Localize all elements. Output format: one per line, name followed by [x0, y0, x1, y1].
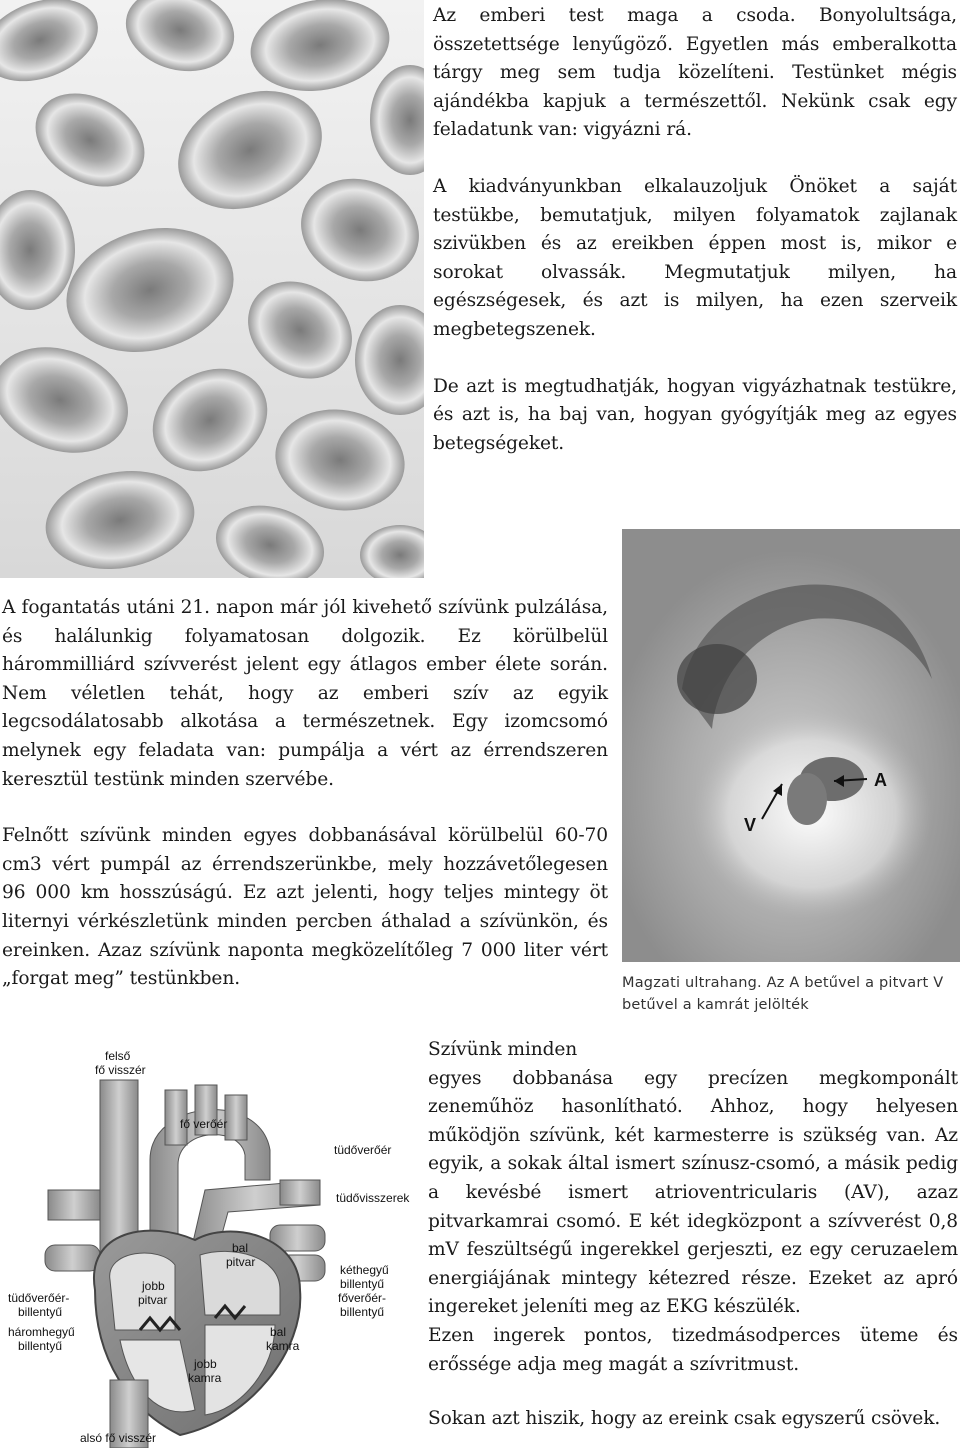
label-left-ventricle-2: kamra	[266, 1339, 300, 1353]
label-right-atrium-1: jobb	[142, 1279, 165, 1293]
lower-paragraph-1: egyes dobbanása egy precízen megkomponált zeneműhöz hasonlítható. Ahhoz, hogy helyesen működjön szívünk, két karmesterre is szükség van. Az egyik, a sokak által ismert színusz-csomó, a másik pedig a kevésbé ismert atrioventricularis (AV), azaz pitvarkamrai csomó. E két idegközpont a szívverést 0,8 mV feszültségű ingerekkel gerjeszti, ez egy ceruzaelem energiájának mintegy kétezred része. Ezeket az apró ingereket jeleníti meg az EKG készülék.	[428, 1067, 958, 1318]
middle-paragraph-1: A fogantatás utáni 21. napon már jól kivehető szívünk pulzálása, és halálunkig folyamatosan dolgozik. Ez körülbelül hárommilliárd szívverést jelent egy átlagos ember élete során. Nem véletlen tehát, hogy az emberi szív az egyik legcsodálatosabb alkotása a természetnek. Egy izomcsomó melynek egy feladata van: pumpálja a vért az érrendszeren keresztül testünk minden szervébe.	[2, 597, 608, 790]
label-pulmonary-artery: tüdőverőér	[334, 1143, 392, 1157]
label-tricuspid-1: háromhegyű	[8, 1325, 75, 1339]
label-aortic-valve-2: billentyű	[340, 1305, 385, 1319]
label-right-ventricle-2: kamra	[188, 1371, 222, 1385]
lower-paragraph-2: Ezen ingerek pontos, tizedmásodperces üteme és erőssége adja meg magát a szívritmust.	[428, 1324, 958, 1375]
heart-diagram	[0, 1040, 418, 1448]
intro-paragraph-1: Az emberi test maga a csoda. Bonyolultsága, összetettsége lenyűgöző. Egyetlen más emberalkotta tárgy meg sem tudja közelíteni. Testünket mégis ajándékba kapjuk a természettől. Nekünk csak egy feladatunk van: vigyázni rá.	[433, 5, 957, 141]
label-lower-vena-cava: alsó fő visszér	[80, 1431, 157, 1445]
label-mitral-1: kéthegyű	[340, 1263, 389, 1277]
label-tricuspid-2: billentyű	[18, 1339, 63, 1353]
lower-paragraph-3: Sokan azt hiszik, hogy az ereink csak egyszerű csövek.	[428, 1408, 941, 1430]
label-pulmonary-veins: tüdővisszerek	[336, 1191, 410, 1205]
middle-column	[2, 594, 608, 994]
middle-paragraph-2: Felnőtt szívünk minden egyes dobbanásával körülbelül 60-70 cm3 vért pumpál az érrendszerünkbe, mely hozzávetőlegesen 96 000 km hosszúságú. Ez azt jelenti, hogy teljes mintegy öt liternyi vérkészletünk minden percben áthalad a szívünkön, és ereinken. Azaz szívünk naponta megközelítőleg 7 000 liter vért „forgat meg” testünkben.	[2, 825, 608, 990]
ultrasound-caption-line-2: betűvel a kamrát jelölték	[622, 997, 809, 1013]
ultrasound-caption-line-1: Magzati ultrahang. Az A betűvel a pitvart V	[622, 975, 944, 991]
label-pulm-valve-2: billentyű	[18, 1305, 63, 1319]
label-left-ventricle-1: bal	[270, 1325, 287, 1339]
ultrasound-image	[622, 529, 960, 962]
label-pulm-valve-1: tüdőverőér-	[8, 1291, 70, 1305]
label-aorta: fő verőér	[180, 1117, 228, 1131]
ultrasound-label-a: A	[874, 770, 887, 790]
label-left-atrium-1: bal	[232, 1241, 249, 1255]
label-upper-vena-cava-1: felső	[105, 1049, 131, 1063]
label-upper-vena-cava-2: fő visszér	[95, 1063, 146, 1077]
ultrasound-label-v: V	[744, 815, 757, 835]
label-right-atrium-2: pitvar	[138, 1293, 168, 1307]
lower-column	[428, 1036, 958, 1434]
lower-paragraph-first-line: Szívünk minden	[428, 1039, 578, 1060]
intro-paragraph-3: De azt is megtudhatják, hogyan vigyázhatnak testükre, és azt is, ha baj van, hogyan gyógyítják meg az egyes betegségeket.	[433, 375, 957, 454]
label-aortic-valve-1: főverőér-	[338, 1291, 387, 1305]
intro-column	[433, 2, 957, 458]
label-right-ventricle-1: jobb	[194, 1357, 217, 1371]
label-left-atrium-2: pitvar	[226, 1255, 256, 1269]
ultrasound-caption	[622, 972, 960, 1016]
blood-cells-image	[0, 0, 424, 578]
label-mitral-2: billentyű	[340, 1277, 385, 1291]
intro-paragraph-2: A kiadványunkban elkalauzoljuk Önöket a saját testükbe, bemutatjuk, milyen folyamatok zajlanak szivükben és az ereikben éppen most is, mikor e sorokat olvassák. Megmutatjuk milyen, ha egészségesek, és azt is milyen, ha ezen szerveik megbetegszenek.	[433, 175, 957, 340]
